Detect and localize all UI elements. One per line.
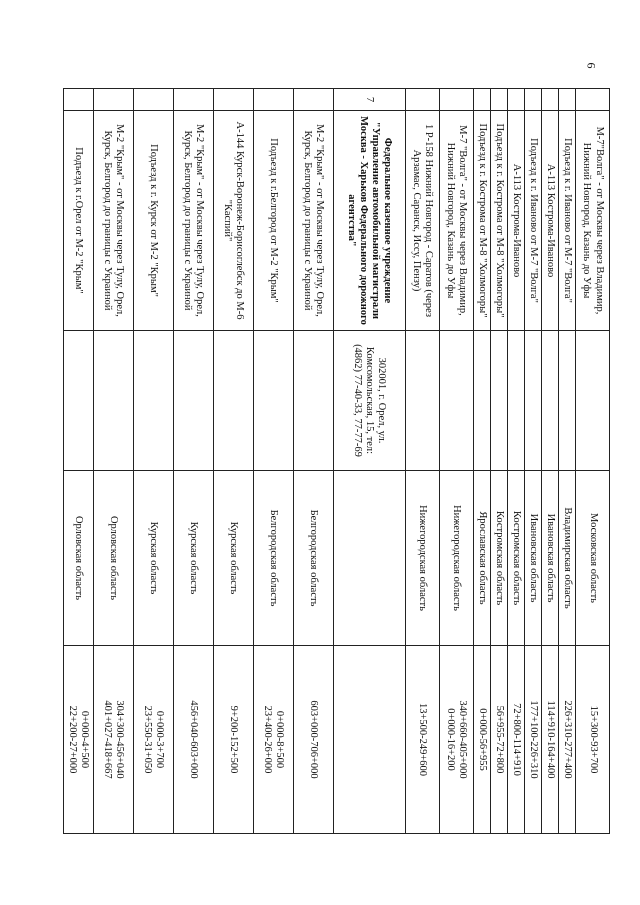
region-name: Нижегородская область	[439, 471, 473, 646]
km-range	[333, 646, 405, 834]
org-address	[507, 331, 524, 471]
row-number	[173, 89, 213, 111]
org-address	[173, 331, 213, 471]
org-address	[558, 331, 575, 471]
km-range: 0+000-8+500 23+400-26+000	[253, 646, 293, 834]
row-number	[93, 89, 133, 111]
table-row	[173, 89, 213, 834]
org-address	[490, 331, 507, 471]
table-row	[490, 89, 507, 834]
row-number	[133, 89, 173, 111]
table-row	[473, 89, 490, 834]
row-number	[293, 89, 333, 111]
org-address	[524, 331, 541, 471]
region-name: Курская область	[213, 471, 253, 646]
table-row	[253, 89, 293, 834]
road-name: Подъезд к г.Белгород от М-2 "Крым"	[253, 111, 293, 331]
km-range: 56+955-72+800	[490, 646, 507, 834]
km-range: 15+300-93+700	[576, 646, 610, 834]
km-range: 72+800-114+910	[507, 646, 524, 834]
region-name: Орловская область	[63, 471, 93, 646]
km-range: 304+300-456+040 401+027-418+667	[93, 646, 133, 834]
km-range: 13+500-249+600	[405, 646, 439, 834]
roads-table	[63, 88, 610, 834]
org-address: 302001, г. Орел, ул. Комсомольская, 15, тел: (4862) 77-40-33, 77-77-69	[333, 331, 405, 471]
km-range: 177+100-226+310	[524, 646, 541, 834]
region-name: Костромская область	[507, 471, 524, 646]
road-name: М-7 "Волга" - от Москвы через Владимир, Нижний Новгород, Казань до Уфы	[439, 111, 473, 331]
org-address	[133, 331, 173, 471]
region-name: Ивановская область	[541, 471, 558, 646]
row-number	[473, 89, 490, 111]
road-name: А-113 Кострома-Иваново	[507, 111, 524, 331]
road-name: Подъезд к г. Курск от М-2 "Крым"	[133, 111, 173, 331]
road-name: А-113 Кострома-Иваново	[541, 111, 558, 331]
region-name: Белгородская область	[253, 471, 293, 646]
org-address	[541, 331, 558, 471]
km-range: 0+000-3+700 23+550-31+050	[133, 646, 173, 834]
region-name: Нижегородская область	[405, 471, 439, 646]
km-range: 226+310-277+400	[558, 646, 575, 834]
row-number	[507, 89, 524, 111]
table-row	[93, 89, 133, 834]
region-name: Белгородская область	[293, 471, 333, 646]
road-name: М-2 "Крым" - от Москвы через Тулу, Орел, Курск, Белгород до границы с Украиной	[93, 111, 133, 331]
km-range: 114+910-164+400	[541, 646, 558, 834]
road-name: Подъезд к г. Кострома от М-8 "Холмогоры"	[490, 111, 507, 331]
region-name: Курская область	[173, 471, 213, 646]
org-address	[439, 331, 473, 471]
table-row	[63, 89, 93, 834]
row-number	[63, 89, 93, 111]
row-number	[524, 89, 541, 111]
table-row	[558, 89, 575, 834]
org-address	[63, 331, 93, 471]
table-row	[576, 89, 610, 834]
road-name: 1 Р-158 Нижний Новгород - Саратов (через Арзамас, Саранск, Иссу, Пензу)	[405, 111, 439, 331]
table-row	[541, 89, 558, 834]
row-number	[558, 89, 575, 111]
org-address	[473, 331, 490, 471]
region-name: Московская область	[576, 471, 610, 646]
road-name: М-2 "Крым" - от Москвы через Тулу, Орел, Курск, Белгород до границы с Украиной	[293, 111, 333, 331]
road-name: А-144 Курск-Воронеж-Борисоглебск до М-6 "Каспий"	[213, 111, 253, 331]
row-number	[490, 89, 507, 111]
org-address	[576, 331, 610, 471]
km-range: 0+000-4+500 22+200-27+000	[63, 646, 93, 834]
row-number	[405, 89, 439, 111]
row-number	[439, 89, 473, 111]
row-number	[213, 89, 253, 111]
road-name: М-7"Волга" - от Москвы через Владимир, Нижний Новгород, Казань до Уфы	[576, 111, 610, 331]
region-name	[333, 471, 405, 646]
table-row	[293, 89, 333, 834]
road-name: Подъезд к г. Иваново от М-7 "Волга"	[558, 111, 575, 331]
km-range: 340+660-405+000 0+000-16+200	[439, 646, 473, 834]
road-name: М-2 "Крым" - от Москвы через Тулу, Орел, Курск, Белгород до границы с Украиной	[173, 111, 213, 331]
org-address	[93, 331, 133, 471]
region-name: Курская область	[133, 471, 173, 646]
region-name: Костромская область	[490, 471, 507, 646]
km-range: 603+000-706+000	[293, 646, 333, 834]
road-name: Подъезд к г.Орел от М-2 "Крым"	[63, 111, 93, 331]
row-number	[541, 89, 558, 111]
table-row	[213, 89, 253, 834]
row-number: 7	[333, 89, 405, 111]
row-number	[576, 89, 610, 111]
rotated-page	[67, 88, 610, 833]
region-name: Ивановская область	[524, 471, 541, 646]
org-address	[405, 331, 439, 471]
org-address	[213, 331, 253, 471]
table-row	[507, 89, 524, 834]
km-range: 456+040-603+000	[173, 646, 213, 834]
table-row	[405, 89, 439, 834]
road-name: Подъезд к г. Иваново от М-7 "Волга"	[524, 111, 541, 331]
region-name: Орловская область	[93, 471, 133, 646]
km-range: 9+200-152+500	[213, 646, 253, 834]
region-name: Ярославская область	[473, 471, 490, 646]
table-row	[524, 89, 541, 834]
page-number: 6	[584, 62, 599, 69]
road-name: Федеральное казенное учреждение "Управление автомобильной магистрали Москва - Харьков Федерального дорожного агентства"	[333, 111, 405, 331]
region-name: Владимирская область	[558, 471, 575, 646]
table-row	[133, 89, 173, 834]
table-row	[333, 89, 405, 834]
table-row	[439, 89, 473, 834]
row-number	[253, 89, 293, 111]
org-address	[253, 331, 293, 471]
km-range: 0+000-56+955	[473, 646, 490, 834]
road-name: Подъезд к г. Кострома от М-8 "Холмогоры"	[473, 111, 490, 331]
org-address	[293, 331, 333, 471]
